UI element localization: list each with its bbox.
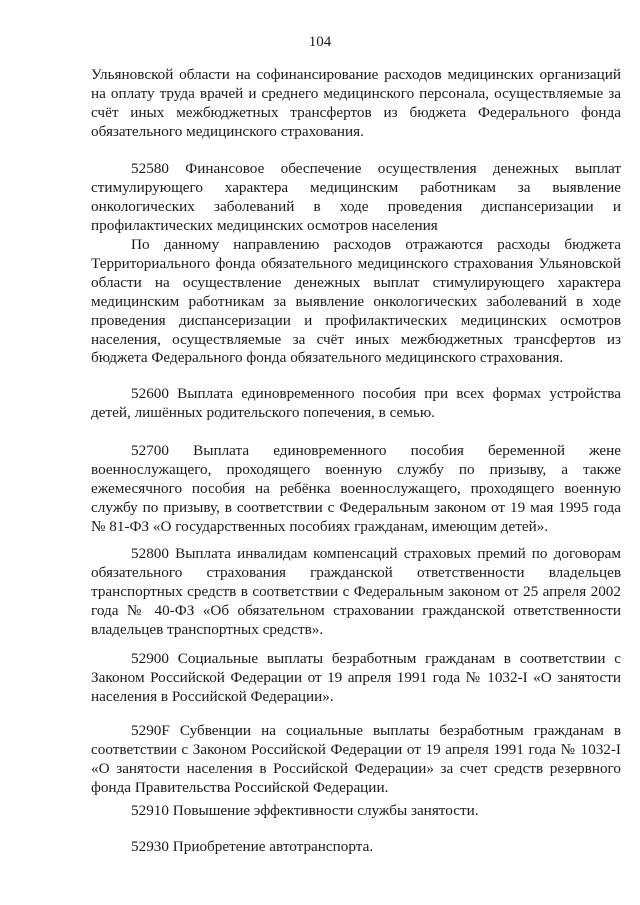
paragraph-52930: 52930 Приобретение автотранспорта. xyxy=(131,838,374,855)
paragraph-52700: 52700 Выплата единовременного пособия беременной жене военнослужащего, проходящего военную службу по призыву, а также ежемесячного пособия на ребёнка военнослужащего, проходящего военную службу по призыву, в соответствии с Федеральным законом от 19 мая 1995 года № 81-ФЗ «О государственных пособиях гражданам, имеющим детей». xyxy=(91,442,621,535)
paragraph-52800: 52800 Выплата инвалидам компенсаций страховых премий по договорам обязательного страхования гражданской ответственности владельцев транспортных средств в соответствии с Федеральным законом от 25 апреля 2002 года № 40-ФЗ «Об обязательном страховании гражданской ответственности владельцев транспортных средств». xyxy=(91,545,621,638)
page-number: 104 xyxy=(308,34,332,50)
paragraph-5290F: 5290F Субвенции на социальные выплаты безработным гражданам в соответствии с Законом Российской Федерации от 19 апреля 1991 года № 1032-I «О занятости населения в Российской Федерации» за счет средств резервного фонда Правительства Российской Федерации. xyxy=(91,722,621,796)
paragraph-52580-description: По данному направлению расходов отражаются расходы бюджета Территориального фонда обязательного медицинского страхования Ульяновской области на осуществление денежных выплат стимулирующего характера медицинским работникам за выявление онкологических заболеваний в ходе проведения диспансеризации и профилактических медицинских осмотров населения, осуществляемые за счёт иных межбюджетных трансфертов из бюджета Федерального фонда обязательного медицинского страхования. xyxy=(91,236,621,367)
paragraph-52900: 52900 Социальные выплаты безработным гражданам в соответствии с Законом Российской Федерации от 19 апреля 1991 года № 1032-I «О занятости населения в Российской Федерации». xyxy=(91,650,621,705)
paragraph-52600: 52600 Выплата единовременного пособия при всех формах устройства детей, лишённых родительского попечения, в семью. xyxy=(91,385,621,421)
paragraph-52580: 52580 Финансовое обеспечение осуществления денежных выплат стимулирующего характера медицинским работникам за выявление онкологических заболеваний в ходе проведения диспансеризации и профилактических медицинских осмотров населения xyxy=(91,160,621,234)
paragraph-continuation: Ульяновской области на софинансирование расходов медицинских организаций на оплату труда врачей и среднего медицинского персонала, осуществляемые за счёт иных межбюджетных трансфертов из бюджета Федерального фонда обязательного медицинского страхования. xyxy=(91,66,621,140)
paragraph-52910: 52910 Повышение эффективности службы занятости. xyxy=(131,802,479,819)
